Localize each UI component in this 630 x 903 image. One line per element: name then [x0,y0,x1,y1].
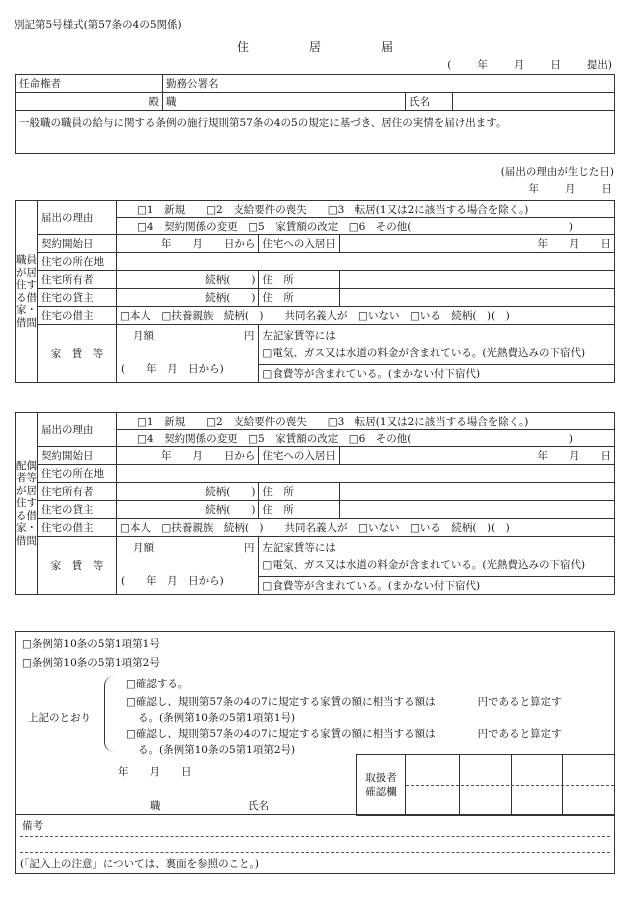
reason-year: 年 [528,183,539,195]
s1-reason-label: 届出の理由 [38,201,117,235]
title-char-1: 住 [236,40,249,54]
s2-move-value[interactable]: 年 月 日 [339,447,614,465]
confirm-name: 氏名 [248,800,269,812]
s1-contract-label: 契約開始日 [38,235,117,253]
s2-rent-label: 家 賃 等 [38,537,117,595]
s1-borrower-label: 住宅の借主 [38,307,117,325]
job-label: 職 [163,93,240,111]
s1-rent-cell[interactable] [117,325,259,383]
statement: 一般職の職員の給与に関する条例の施行規則第57条の4の5の規定に基づき、居住の実情を届け出ます。 [16,111,615,154]
dono-label: 殿 [16,93,163,111]
reason-date [503,181,613,196]
section2-vertical: 配偶者等が居住する借家・借間 [16,413,38,595]
s1-contract-value[interactable]: 年 月 日から [117,235,259,253]
submit-label: 提出) [586,59,612,71]
s1-lender-relation[interactable]: 続柄( ) [117,289,259,307]
s1-owner-relation[interactable]: 続柄( ) [117,271,259,289]
s2-rent-from: ( 年 月 日から) [121,575,224,587]
s2-lender-relation[interactable]: 続柄( ) [117,501,259,519]
s2-borrower-options[interactable]: □本人 □扶養親族 続柄( ) 共同名義人が □いない □いる 続柄( )( ) [117,519,615,537]
remarks-note: (「記入上の注意」については、裏面を参照のこと。) [20,858,259,870]
s1-lender-address[interactable] [339,289,614,307]
s1-move-value[interactable]: 年 月 日 [339,235,614,253]
s1-rent-label: 家 賃 等 [38,325,117,383]
form-title [0,38,630,55]
confirm-1[interactable]: □確認する。 [126,678,189,690]
s2-reason-label: 届出の理由 [38,413,117,447]
name-field[interactable] [453,93,615,111]
s1-reasons-line1[interactable]: □1 新規 □2 支給要件の喪失 □3 転居(1又は2に該当する場合を除く。) [117,201,615,218]
s1-reasons-line2[interactable]: □4 契約関係の変更 □5 家賃額の改定 □6 その他( ) [117,218,615,235]
reason-month: 月 [565,183,576,195]
s1-lender-address-label: 住 所 [259,289,340,307]
s2-contract-label: 契約開始日 [38,447,117,465]
reason-date-note: (届出の理由が生じた日) [500,166,614,178]
confirm-job: 職 [150,800,161,812]
s2-includes-1: □電気、ガス又は水道の料金が含まれている。(光熱費込みの下宿代) [262,559,586,571]
appointer-table [15,74,615,154]
title-char-2: 居 [308,40,321,54]
form-number: 別記第5号様式(第57条の4の5関係) [14,19,182,31]
s2-lender-address[interactable] [339,501,614,519]
s1-owner-address[interactable] [339,271,614,289]
s1-move-label: 住宅への入居日 [259,235,340,253]
s1-location-label: 住宅の所在地 [38,253,117,271]
s1-owner-label: 住宅所有者 [38,271,117,289]
confirm-2b: る。(条例第10条の5第1項第1号) [138,712,296,724]
handler-dash [406,785,614,786]
s1-owner-address-label: 住 所 [259,271,340,289]
s2-includes-head: 左記家賃等には [262,542,336,554]
s1-borrower-options[interactable]: □本人 □扶養親族 続柄( ) 共同名義人が □いない □いる 続柄( )( ) [117,307,615,325]
s2-borrower-label: 住宅の借主 [38,519,117,537]
office-label: 勤務公署名 [163,75,240,93]
appointer-label: 任命権者 [16,75,163,93]
reason-day: 日 [601,183,612,195]
brace [104,676,115,752]
submit-day: 日 [550,59,561,71]
s2-lender-label: 住宅の貸主 [38,501,117,519]
s1-includes-head: 左記家賃等には [262,330,336,342]
s2-lender-address-label: 住 所 [259,501,340,519]
submit-open: ( [447,59,452,71]
s1-includes-1: □電気、ガス又は水道の料金が含まれている。(光熱費込みの下宿代) [262,347,586,359]
s2-location-label: 住宅の所在地 [38,465,117,483]
handler-label [357,755,406,815]
handler-text: 取扱者確認欄 [365,772,397,798]
confirm-date[interactable]: 年 月 日 [118,766,192,778]
s2-contract-value[interactable]: 年 月 日から [117,447,259,465]
s2-owner-address[interactable] [339,483,614,501]
s1-includes-cell[interactable] [259,325,615,365]
confirmation-box [15,631,615,874]
handler-box [356,754,614,816]
remarks-line-2 [20,852,610,853]
s2-owner-label: 住宅所有者 [38,483,117,501]
s2-reasons-line1[interactable]: □1 新規 □2 支給要件の喪失 □3 転居(1又は2に該当する場合を除く。) [117,413,615,430]
s2-monthly: 月額 [133,542,154,554]
s2-includes-cell[interactable] [259,537,615,577]
option-2[interactable]: □条例第10条の5第1項第2号 [22,657,160,669]
s2-owner-relation[interactable]: 続柄( ) [117,483,259,501]
s2-reasons-line2[interactable]: □4 契約関係の変更 □5 家賃額の改定 □6 その他( ) [117,430,615,447]
s1-yen: 円 [243,330,255,342]
s2-location-field[interactable] [117,465,615,483]
s2-owner-address-label: 住 所 [259,483,340,501]
s2-yen: 円 [243,542,255,554]
confirm-3b: る。(条例第10条の5第1項第2号) [138,744,296,756]
s2-includes-2[interactable]: □食費等が含まれている。(まかない付下宿代) [259,577,615,595]
s1-includes-2[interactable]: □食費等が含まれている。(まかない付下宿代) [259,365,615,383]
remarks-divider [16,814,614,815]
office-field[interactable] [239,75,615,93]
submit-month: 月 [513,59,525,71]
option-1[interactable]: □条例第10条の5第1項第1号 [22,638,160,650]
s1-monthly: 月額 [133,330,154,342]
name-label: 氏名 [406,93,453,111]
s1-lender-label: 住宅の貸主 [38,289,117,307]
s1-rent-from: ( 年 月 日から) [121,363,224,375]
remarks-label: 備考 [22,820,43,832]
above-label: 上記のとおり [28,712,91,724]
section-spouse-table [15,412,615,595]
s2-rent-cell[interactable] [117,537,259,595]
confirm-3a[interactable]: □確認し、規則第57条の4の7に規定する家賃の額に相当する額は 円であると算定す [126,728,562,740]
job-field[interactable] [239,93,406,111]
section1-vertical: 職員が居住する借家・借間 [16,201,38,383]
title-char-3: 届 [381,40,394,54]
remarks-line-1 [20,836,610,837]
s1-location-field[interactable] [117,253,615,271]
s2-move-label: 住宅への入居日 [259,447,340,465]
submit-year: 年 [477,59,488,71]
confirm-2a[interactable]: □確認し、規則第57条の4の7に規定する家賃の額に相当する額は 円であると算定す [126,696,562,708]
submit-date [447,57,612,72]
section-employee-table [15,200,615,383]
